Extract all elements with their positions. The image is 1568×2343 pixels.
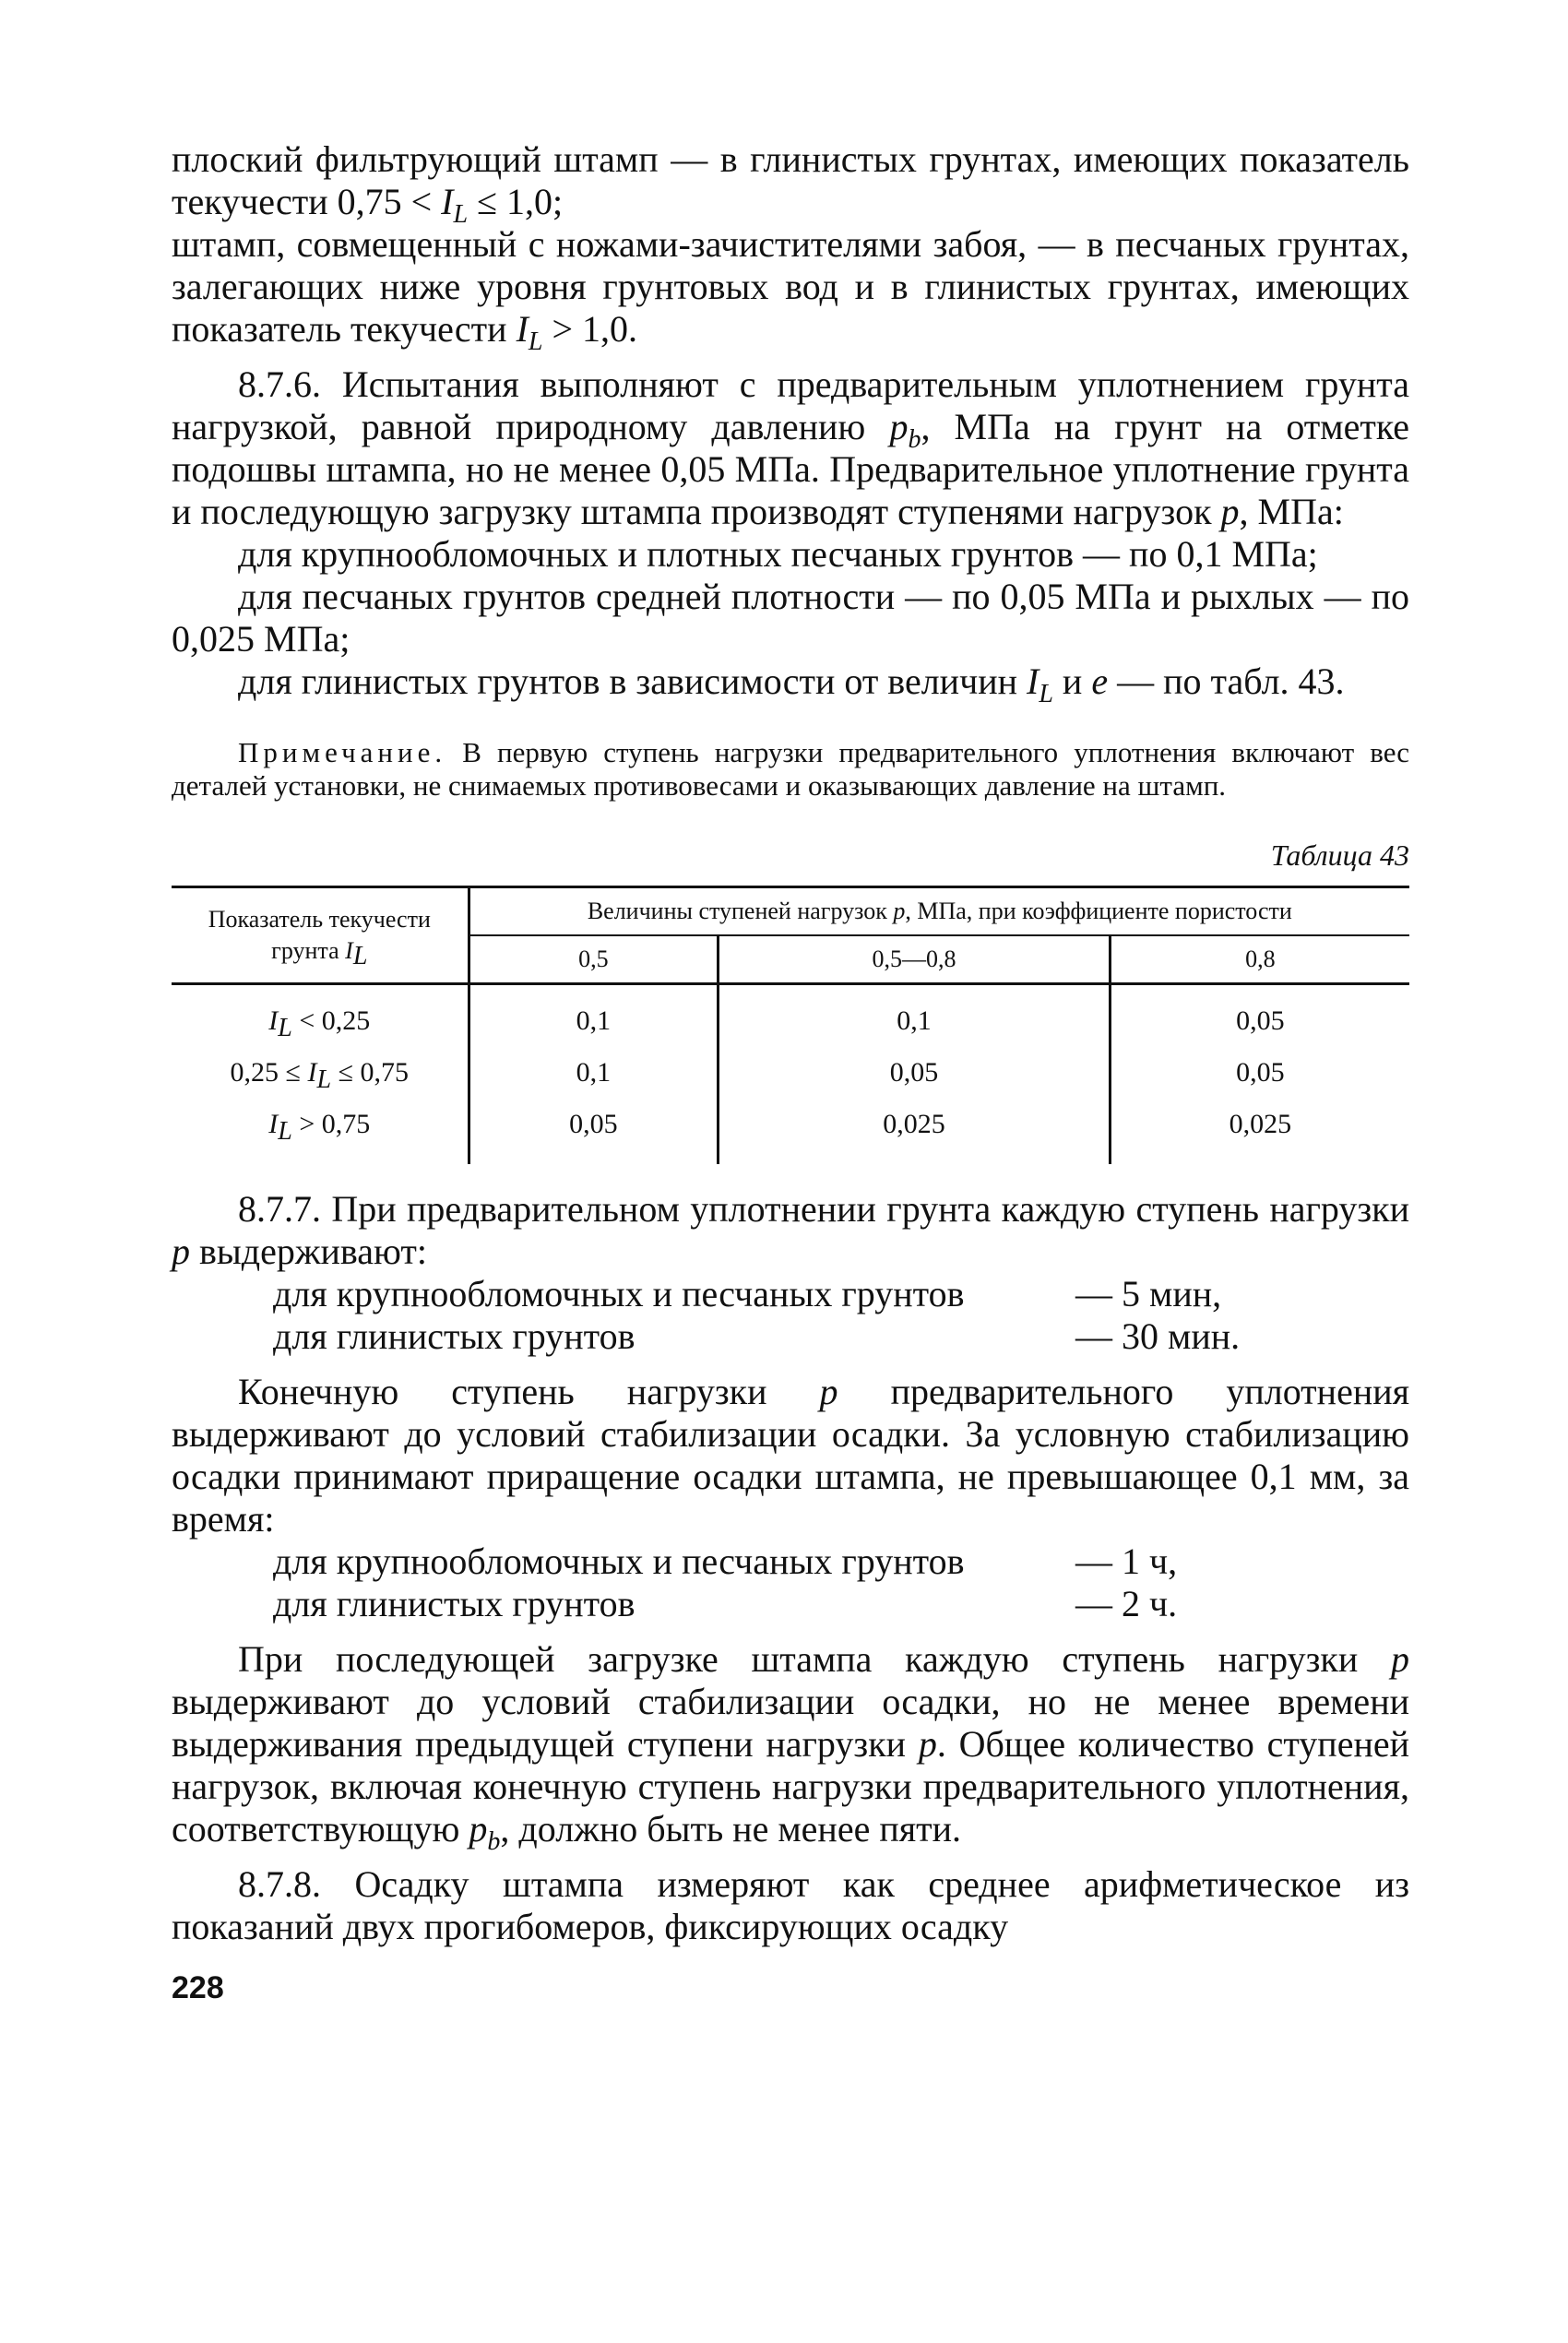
table-row (172, 984, 1409, 1048)
paragraph-combined-stamp: штамп, совмещенный с ножами-зачистителями забоя, — в песчаных грунтах, залегающих ниже уровня грунтовых вод и в глинистых грунтах, имеющих показатель текучести $I_L > 1,0$. (172, 223, 1409, 356)
sub-header-porosity-3: 0,8 (1110, 935, 1409, 984)
document-page (172, 138, 1409, 2009)
table-caption: Таблица 43 (1270, 838, 1409, 872)
hold-time-label: для крупнообломочных и песчаных грунтов (273, 1273, 965, 1314)
sub-header-porosity-2: 0,5—0,8 (719, 935, 1111, 984)
table-cell: 0,05 (1110, 984, 1409, 1048)
table-cell: 0,05 (719, 1047, 1111, 1099)
paragraph-flat-stamp: плоский фильтрующий штамп — в глинистых грунтах, имеющих показатель текучести $0,75 < I_L \le 1,0$; (172, 138, 1409, 229)
page-number: 228 (172, 1970, 224, 2005)
table-cell: 0,025 (1110, 1099, 1409, 1164)
list-item-clay-soils: для глинистых грунтов в зависимости от величин $I_L$ и e — по табл. 43. (238, 660, 1345, 708)
hold-time-value: — 30 мин. (1075, 1315, 1241, 1357)
row-label: $I_L < 0,25$ (268, 1005, 371, 1042)
paragraph-8-7-7: 8.7.7. При предварительном уплотнении грунта каждую ступень нагрузки p выдерживают: (172, 1188, 1409, 1272)
hold-times-preliminary (172, 1273, 1409, 1358)
paragraph-final-step: Конечную ступень нагрузки p предварительного уплотнения выдерживают до условий стабилизации осадки. За условную стабилизацию осадки принимают приращение осадки штампа, не превышающее 0,1 мм, за время: (172, 1371, 1410, 1540)
paragraph-subsequent-loading: При последующей загрузке штампа каждую ступень нагрузки p выдерживают до условий стабилизации осадки, но не менее времени выдерживания предыдущей ступени нагрузки p. Общее количество ступеней нагрузок, включая конечную ступень нагрузки предварительного уплотнения, соответствующую $p_b$, должно быть не менее пяти. (172, 1638, 1410, 1856)
paragraph-8-7-8: 8.7.8. Осадку штампа измеряют как среднее арифметическое из показаний двух прогибомеров, фиксирующих осадку (172, 1863, 1409, 1947)
paragraph-8-7-6: 8.7.6. Испытания выполняют с предварительным уплотнением грунта нагрузкой, равной природному давлению $p_b$, МПа на грунт на отметке подошвы штампа, но не менее 0,05 МПа. Предварительное уплотнение грунта и последующую загрузку штампа производят ступенями нагрузок p, МПа: (172, 363, 1410, 532)
hold-time-label: для глинистых грунтов (273, 1315, 636, 1357)
list-item-sandy-soils: для песчаных грунтов средней плотности — по 0,05 МПа и рыхлых — по 0,025 МПа; (172, 576, 1409, 660)
column-group-header-load-steps: Величины ступеней нагрузок p, МПа, при коэффициенте пористости (469, 887, 1409, 936)
table-43 (172, 886, 1409, 1164)
column-header-liquidity-index: Показатель текучести грунта $I_L$ (172, 887, 469, 984)
table-cell: 0,05 (469, 1099, 718, 1164)
hold-time-value: — 1 ч, (1075, 1540, 1178, 1582)
row-label: $I_L > 0,75$ (268, 1109, 371, 1146)
note-text: В первую ступень нагрузки предварительного уплотнения включают вес деталей установки, не снимаемых противовесами и оказывающих давление на штамп. (172, 736, 1409, 802)
row-label: $0,25 \le I_L \le 0,75$ (230, 1057, 410, 1094)
table-cell: 0,025 (719, 1099, 1111, 1164)
hold-times-stabilization (172, 1540, 1409, 1625)
note-label: Примечание. (238, 736, 447, 768)
table-row (172, 1099, 1409, 1164)
table-cell: 0,1 (469, 984, 718, 1048)
table-cell: 0,1 (469, 1047, 718, 1099)
table-row (172, 1047, 1409, 1099)
table-cell: 0,05 (1110, 1047, 1409, 1099)
hold-time-value: — 2 ч. (1075, 1583, 1178, 1624)
list-item-coarse-soils: для крупнообломочных и плотных песчаных грунтов — по 0,1 МПа; (238, 533, 1318, 575)
table-cell: 0,1 (719, 984, 1111, 1048)
hold-time-label: для глинистых грунтов (273, 1583, 636, 1624)
hold-time-value: — 5 мин, (1075, 1273, 1222, 1314)
note (172, 736, 1409, 803)
sub-header-porosity-1: 0,5 (469, 935, 718, 984)
hold-time-label: для крупнообломочных и песчаных грунтов (273, 1540, 965, 1582)
